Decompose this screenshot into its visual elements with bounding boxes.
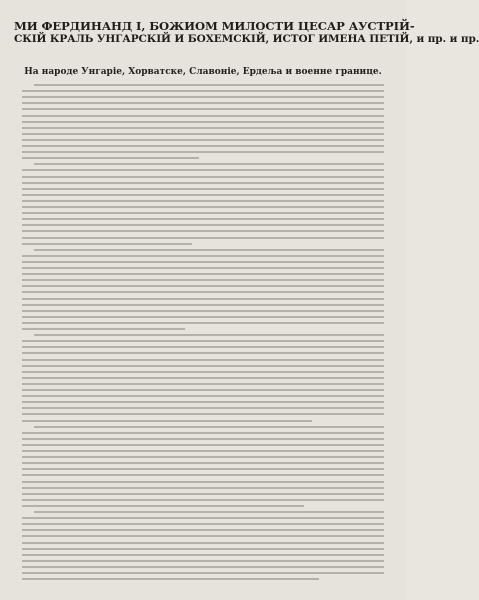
body-text-line bbox=[22, 517, 384, 519]
body-text-line bbox=[22, 572, 384, 574]
body-text-line bbox=[22, 548, 384, 550]
body-text-line bbox=[22, 200, 384, 202]
body-text-line bbox=[22, 499, 384, 501]
body-text-line bbox=[22, 322, 384, 324]
body-text-line bbox=[22, 115, 384, 117]
body-text-line bbox=[22, 108, 384, 110]
body-text-line bbox=[22, 566, 384, 568]
body-text-line bbox=[22, 316, 384, 318]
body-text-line bbox=[22, 169, 384, 171]
body-text-line bbox=[22, 310, 384, 312]
body-text-line bbox=[22, 279, 384, 281]
body-text-line bbox=[34, 426, 384, 428]
proclamation-body bbox=[22, 84, 384, 584]
address-line: На народе Унгаріе, Хорватске, Славоніе, Ердеља и военне границе. bbox=[24, 67, 382, 77]
body-text-line bbox=[22, 365, 384, 367]
body-text-line bbox=[22, 255, 384, 257]
body-text-line bbox=[22, 413, 384, 415]
proclamation-heading bbox=[14, 19, 479, 46]
body-text-line bbox=[22, 395, 384, 397]
body-text-line bbox=[34, 249, 384, 251]
body-text-line bbox=[22, 456, 384, 458]
body-text-line bbox=[22, 340, 384, 342]
title-line-2: СКІЙ КРАЛЬ УНГАРСКІЙ И БОХЕМСКІЙ, ИСТОГ ИМЕНА ПЕТІЙ, и пр. и пр. bbox=[14, 33, 479, 45]
body-text-line bbox=[22, 151, 384, 153]
body-text-line bbox=[22, 273, 384, 275]
body-text-line bbox=[22, 450, 384, 452]
body-text-line bbox=[22, 383, 384, 385]
body-text-line bbox=[22, 218, 384, 220]
body-text-line bbox=[22, 432, 384, 434]
body-text-line bbox=[22, 285, 384, 287]
body-text-line bbox=[22, 188, 384, 190]
body-text-line bbox=[22, 224, 384, 226]
body-text-line bbox=[22, 212, 384, 214]
body-text-line bbox=[22, 444, 384, 446]
body-text-line bbox=[22, 157, 199, 159]
body-text-line bbox=[22, 102, 384, 104]
body-text-line bbox=[22, 328, 185, 330]
body-text-line bbox=[22, 420, 312, 422]
body-text-line bbox=[22, 237, 384, 239]
body-text-line bbox=[34, 163, 384, 165]
body-text-line bbox=[22, 554, 384, 556]
body-text-line bbox=[22, 304, 384, 306]
body-text-line bbox=[34, 334, 384, 336]
body-text-line bbox=[22, 359, 384, 361]
body-text-line bbox=[22, 121, 384, 123]
body-text-line bbox=[22, 401, 384, 403]
body-text-line bbox=[22, 267, 384, 269]
body-text-line bbox=[22, 377, 384, 379]
body-text-line bbox=[22, 96, 384, 98]
body-text-line bbox=[22, 468, 384, 470]
body-text-line bbox=[22, 481, 384, 483]
body-text-line bbox=[22, 578, 319, 580]
title-line-1: МИ ФЕРДИНАНД I, БОЖИОМ МИЛОСТИ ЦЕСАР АУСТРІЙ- bbox=[14, 19, 415, 33]
body-text-line bbox=[22, 230, 384, 232]
body-text-line bbox=[22, 291, 384, 293]
body-text-line bbox=[22, 407, 384, 409]
body-text-line bbox=[22, 194, 384, 196]
body-text-line bbox=[22, 529, 384, 531]
body-text-line bbox=[22, 389, 384, 391]
body-text-line bbox=[22, 487, 384, 489]
body-text-line bbox=[22, 542, 384, 544]
body-text-line bbox=[22, 127, 384, 129]
body-text-line bbox=[34, 511, 384, 513]
body-text-line bbox=[22, 243, 192, 245]
body-text-line bbox=[22, 182, 384, 184]
body-text-line bbox=[22, 560, 384, 562]
body-text-line bbox=[22, 133, 384, 135]
body-text-line bbox=[22, 535, 384, 537]
body-text-line bbox=[22, 139, 384, 141]
body-text-line bbox=[22, 523, 384, 525]
body-text-line bbox=[22, 176, 384, 178]
body-text-line bbox=[22, 462, 384, 464]
body-text-line bbox=[22, 474, 384, 476]
body-text-line bbox=[22, 298, 384, 300]
body-text-line bbox=[22, 371, 384, 373]
body-text-line bbox=[22, 261, 384, 263]
body-text-line bbox=[22, 438, 384, 440]
body-text-line bbox=[22, 346, 384, 348]
body-text-line bbox=[22, 145, 384, 147]
body-text-line bbox=[22, 90, 384, 92]
body-text-line bbox=[34, 84, 384, 86]
body-text-line bbox=[22, 352, 384, 354]
body-text-line bbox=[22, 493, 384, 495]
body-text-line bbox=[22, 505, 304, 507]
body-text-line bbox=[22, 206, 384, 208]
